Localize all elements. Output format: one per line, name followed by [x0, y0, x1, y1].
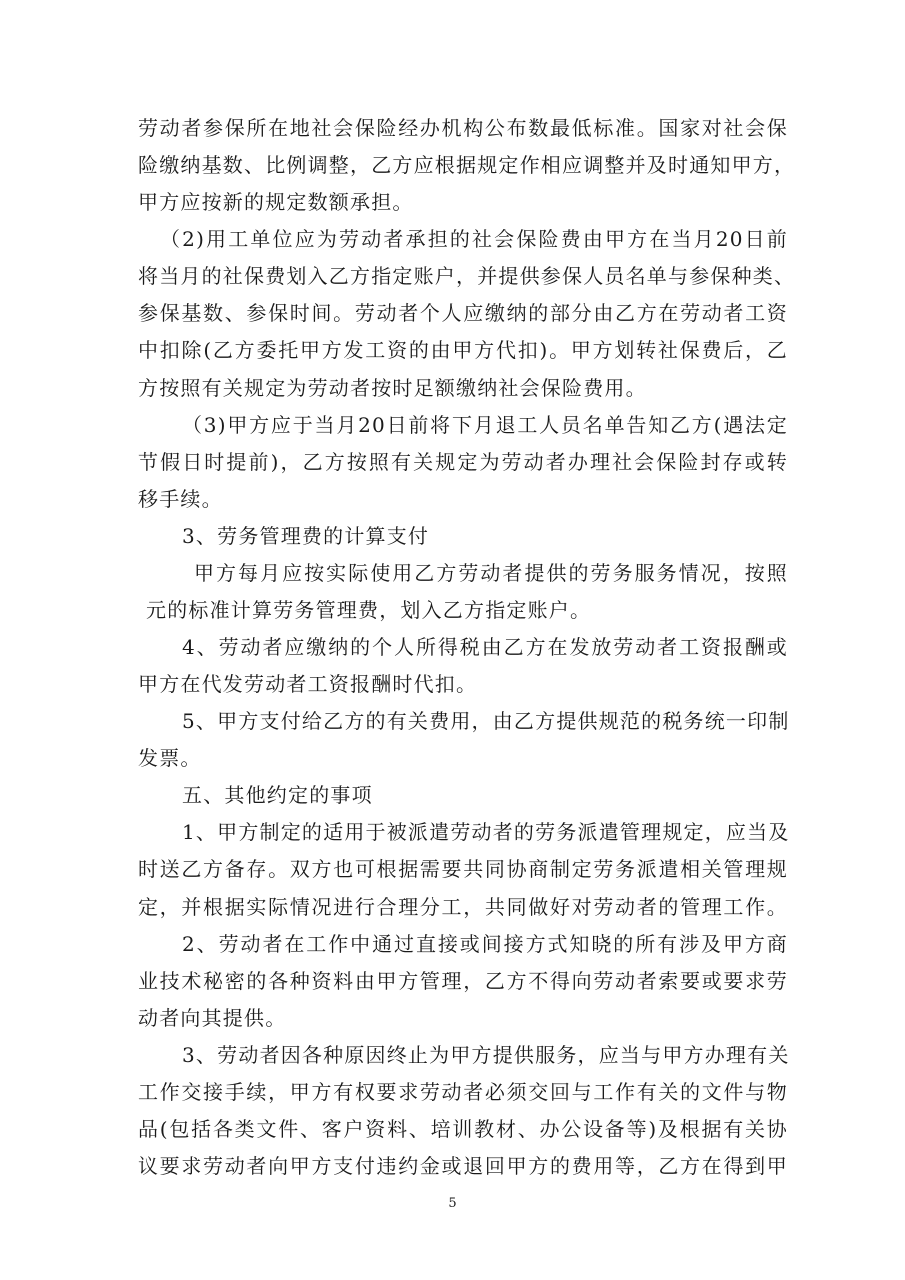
section-heading-5: 五、其他约定的事项	[182, 783, 373, 807]
text-line-15: 4、劳动者应缴纳的个人所得税由乙方在发放劳动者工资报酬或	[182, 635, 788, 659]
text-line-4: （2)用工单位应为劳动者承担的社会保险费由甲方在当月20日前	[160, 227, 788, 251]
text-line-28: 品(包括各类文件、客户资料、培训教材、办公设备等)及根据有关协	[138, 1117, 788, 1141]
text-line-23: 2、劳动者在工作中通过直接或间接方式知晓的所有涉及甲方商	[182, 932, 788, 956]
text-line-29: 议要求劳动者向甲方支付违约金或退回甲方的费用等，乙方在得到甲	[138, 1154, 788, 1178]
text-line-25: 动者向其提供。	[138, 1006, 287, 1030]
text-line-5: 将当月的社保费划入乙方指定账户，并提供参保人员名单与参保种类、	[138, 264, 796, 288]
text-line-9: （3)甲方应于当月20日前将下月退工人员名单告知乙方(遇法定	[182, 413, 788, 437]
text-line-17: 5、甲方支付给乙方的有关费用，由乙方提供规范的税务统一印制	[182, 709, 790, 733]
text-line-11: 移手续。	[138, 487, 223, 511]
section-heading-3: 3、劳务管理费的计算支付	[182, 524, 430, 548]
text-line-2: 险缴纳基数、比例调整，乙方应根据规定作相应调整并及时通知甲方，	[138, 153, 796, 177]
text-line-21: 时送乙方备存。双方也可根据需要共同协商制定劳务派遣相关管理规	[138, 857, 788, 881]
text-line-26: 3、劳动者因各种原因终止为甲方提供服务，应当与甲方办理有关	[182, 1043, 790, 1067]
page-number: 5	[448, 1196, 457, 1211]
text-line-22: 定，并根据实际情况进行合理分工，共同做好对劳动者的管理工作。	[138, 895, 788, 919]
text-line-10: 节假日时提前)，乙方按照有关规定为劳动者办理社会保险封存或转	[138, 450, 788, 474]
text-line-16: 甲方在代发劳动者工资报酬时代扣。	[138, 672, 478, 696]
text-line-20: 1、甲方制定的适用于被派遣劳动者的劳务派遣管理规定，应当及	[182, 820, 790, 844]
text-line-24: 业技术秘密的各种资料由甲方管理，乙方不得向劳动者索要或要求劳	[138, 969, 788, 993]
text-line-27: 工作交接手续，甲方有权要求劳动者必须交回与工作有关的文件与物	[138, 1080, 788, 1104]
text-line-8: 方按照有关规定为劳动者按时足额缴纳社会保险费用。	[138, 376, 647, 400]
text-line-1: 劳动者参保所在地社会保险经办机构公布数最低标准。国家对社会保	[138, 116, 788, 140]
text-line-7: 中扣除(乙方委托甲方发工资的由甲方代扣)。甲方划转社保费后，乙	[138, 338, 788, 362]
text-line-14: 元的标准计算劳务管理费，划入乙方指定账户。	[146, 598, 592, 622]
text-line-18: 发票。	[138, 746, 202, 770]
text-line-3: 甲方应按新的规定数额承担。	[138, 190, 414, 214]
text-line-13: 甲方每月应按实际使用乙方劳动者提供的劳务服务情况，按照	[194, 561, 788, 585]
text-line-6: 参保基数、参保时间。劳动者个人应缴纳的部分由乙方在劳动者工资	[138, 301, 788, 325]
